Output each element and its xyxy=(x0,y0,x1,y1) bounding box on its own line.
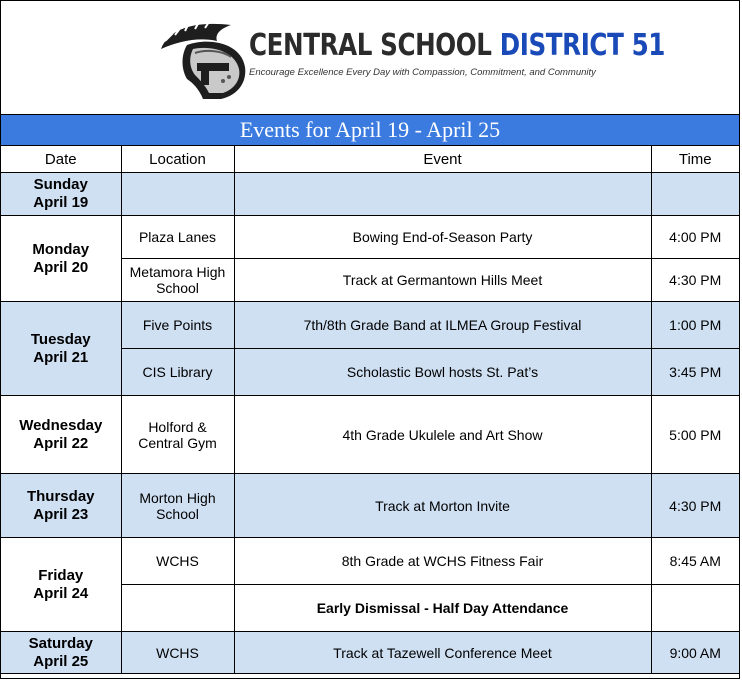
event-cell: Scholastic Bowl hosts St. Pat’s xyxy=(234,349,651,396)
table-row xyxy=(1,302,739,349)
time-cell xyxy=(651,585,739,632)
location-cell xyxy=(121,173,234,216)
location-cell: Plaza Lanes xyxy=(121,216,234,259)
time-cell: 1:00 PM xyxy=(651,302,739,349)
district-tagline: Encourage Excellence Every Day with Compassion, Commitment, and Community xyxy=(249,67,596,78)
column-header-date: Date xyxy=(1,146,121,173)
time-cell: 3:45 PM xyxy=(651,349,739,396)
event-cell: Track at Tazewell Conference Meet xyxy=(234,632,651,674)
location-cell: Holford & Central Gym xyxy=(121,396,234,474)
table-header-row xyxy=(1,146,739,173)
table-row xyxy=(1,173,739,216)
day-cell: Thursday April 23 xyxy=(1,474,121,538)
table-row xyxy=(1,538,739,585)
time-cell xyxy=(651,173,739,216)
spartan-helmet-icon xyxy=(159,19,251,101)
day-cell: Monday April 20 xyxy=(1,216,121,302)
time-cell: 9:00 AM xyxy=(651,632,739,674)
location-cell: CIS Library xyxy=(121,349,234,396)
time-cell: 4:00 PM xyxy=(651,216,739,259)
event-cell: Bowing End-of-Season Party xyxy=(234,216,651,259)
day-cell: Tuesday April 21 xyxy=(1,302,121,396)
day-cell: Saturday April 25 xyxy=(1,632,121,674)
column-header-event: Event xyxy=(234,146,651,173)
time-cell: 4:30 PM xyxy=(651,259,739,302)
time-cell: 8:45 AM xyxy=(651,538,739,585)
event-cell: Early Dismissal - Half Day Attendance xyxy=(234,585,651,632)
event-cell: Track at Germantown Hills Meet xyxy=(234,259,651,302)
time-cell: 4:30 PM xyxy=(651,474,739,538)
district-brand xyxy=(249,29,742,78)
time-cell: 5:00 PM xyxy=(651,396,739,474)
event-cell xyxy=(234,173,651,216)
location-cell: Five Points xyxy=(121,302,234,349)
location-cell xyxy=(121,585,234,632)
event-cell: Track at Morton Invite xyxy=(234,474,651,538)
district-name: CENTRAL SCHOOL DISTRICT 51 xyxy=(249,28,666,63)
events-table xyxy=(1,146,739,674)
table-row xyxy=(1,216,739,259)
location-cell: WCHS xyxy=(121,538,234,585)
day-cell: Friday April 24 xyxy=(1,538,121,632)
event-cell: 7th/8th Grade Band at ILMEA Group Festival xyxy=(234,302,651,349)
event-cell: 8th Grade at WCHS Fitness Fair xyxy=(234,538,651,585)
location-cell: WCHS xyxy=(121,632,234,674)
column-header-location: Location xyxy=(121,146,234,173)
day-cell: Wednesday April 22 xyxy=(1,396,121,474)
column-header-time: Time xyxy=(651,146,739,173)
location-cell: Metamora High School xyxy=(121,259,234,302)
day-cell: Sunday April 19 xyxy=(1,173,121,216)
event-cell: 4th Grade Ukulele and Art Show xyxy=(234,396,651,474)
table-row xyxy=(1,632,739,674)
page-header xyxy=(1,1,739,115)
week-banner: Events for April 19 - April 25 xyxy=(1,115,739,146)
location-cell: Morton High School xyxy=(121,474,234,538)
table-row xyxy=(1,474,739,538)
table-row xyxy=(1,396,739,474)
